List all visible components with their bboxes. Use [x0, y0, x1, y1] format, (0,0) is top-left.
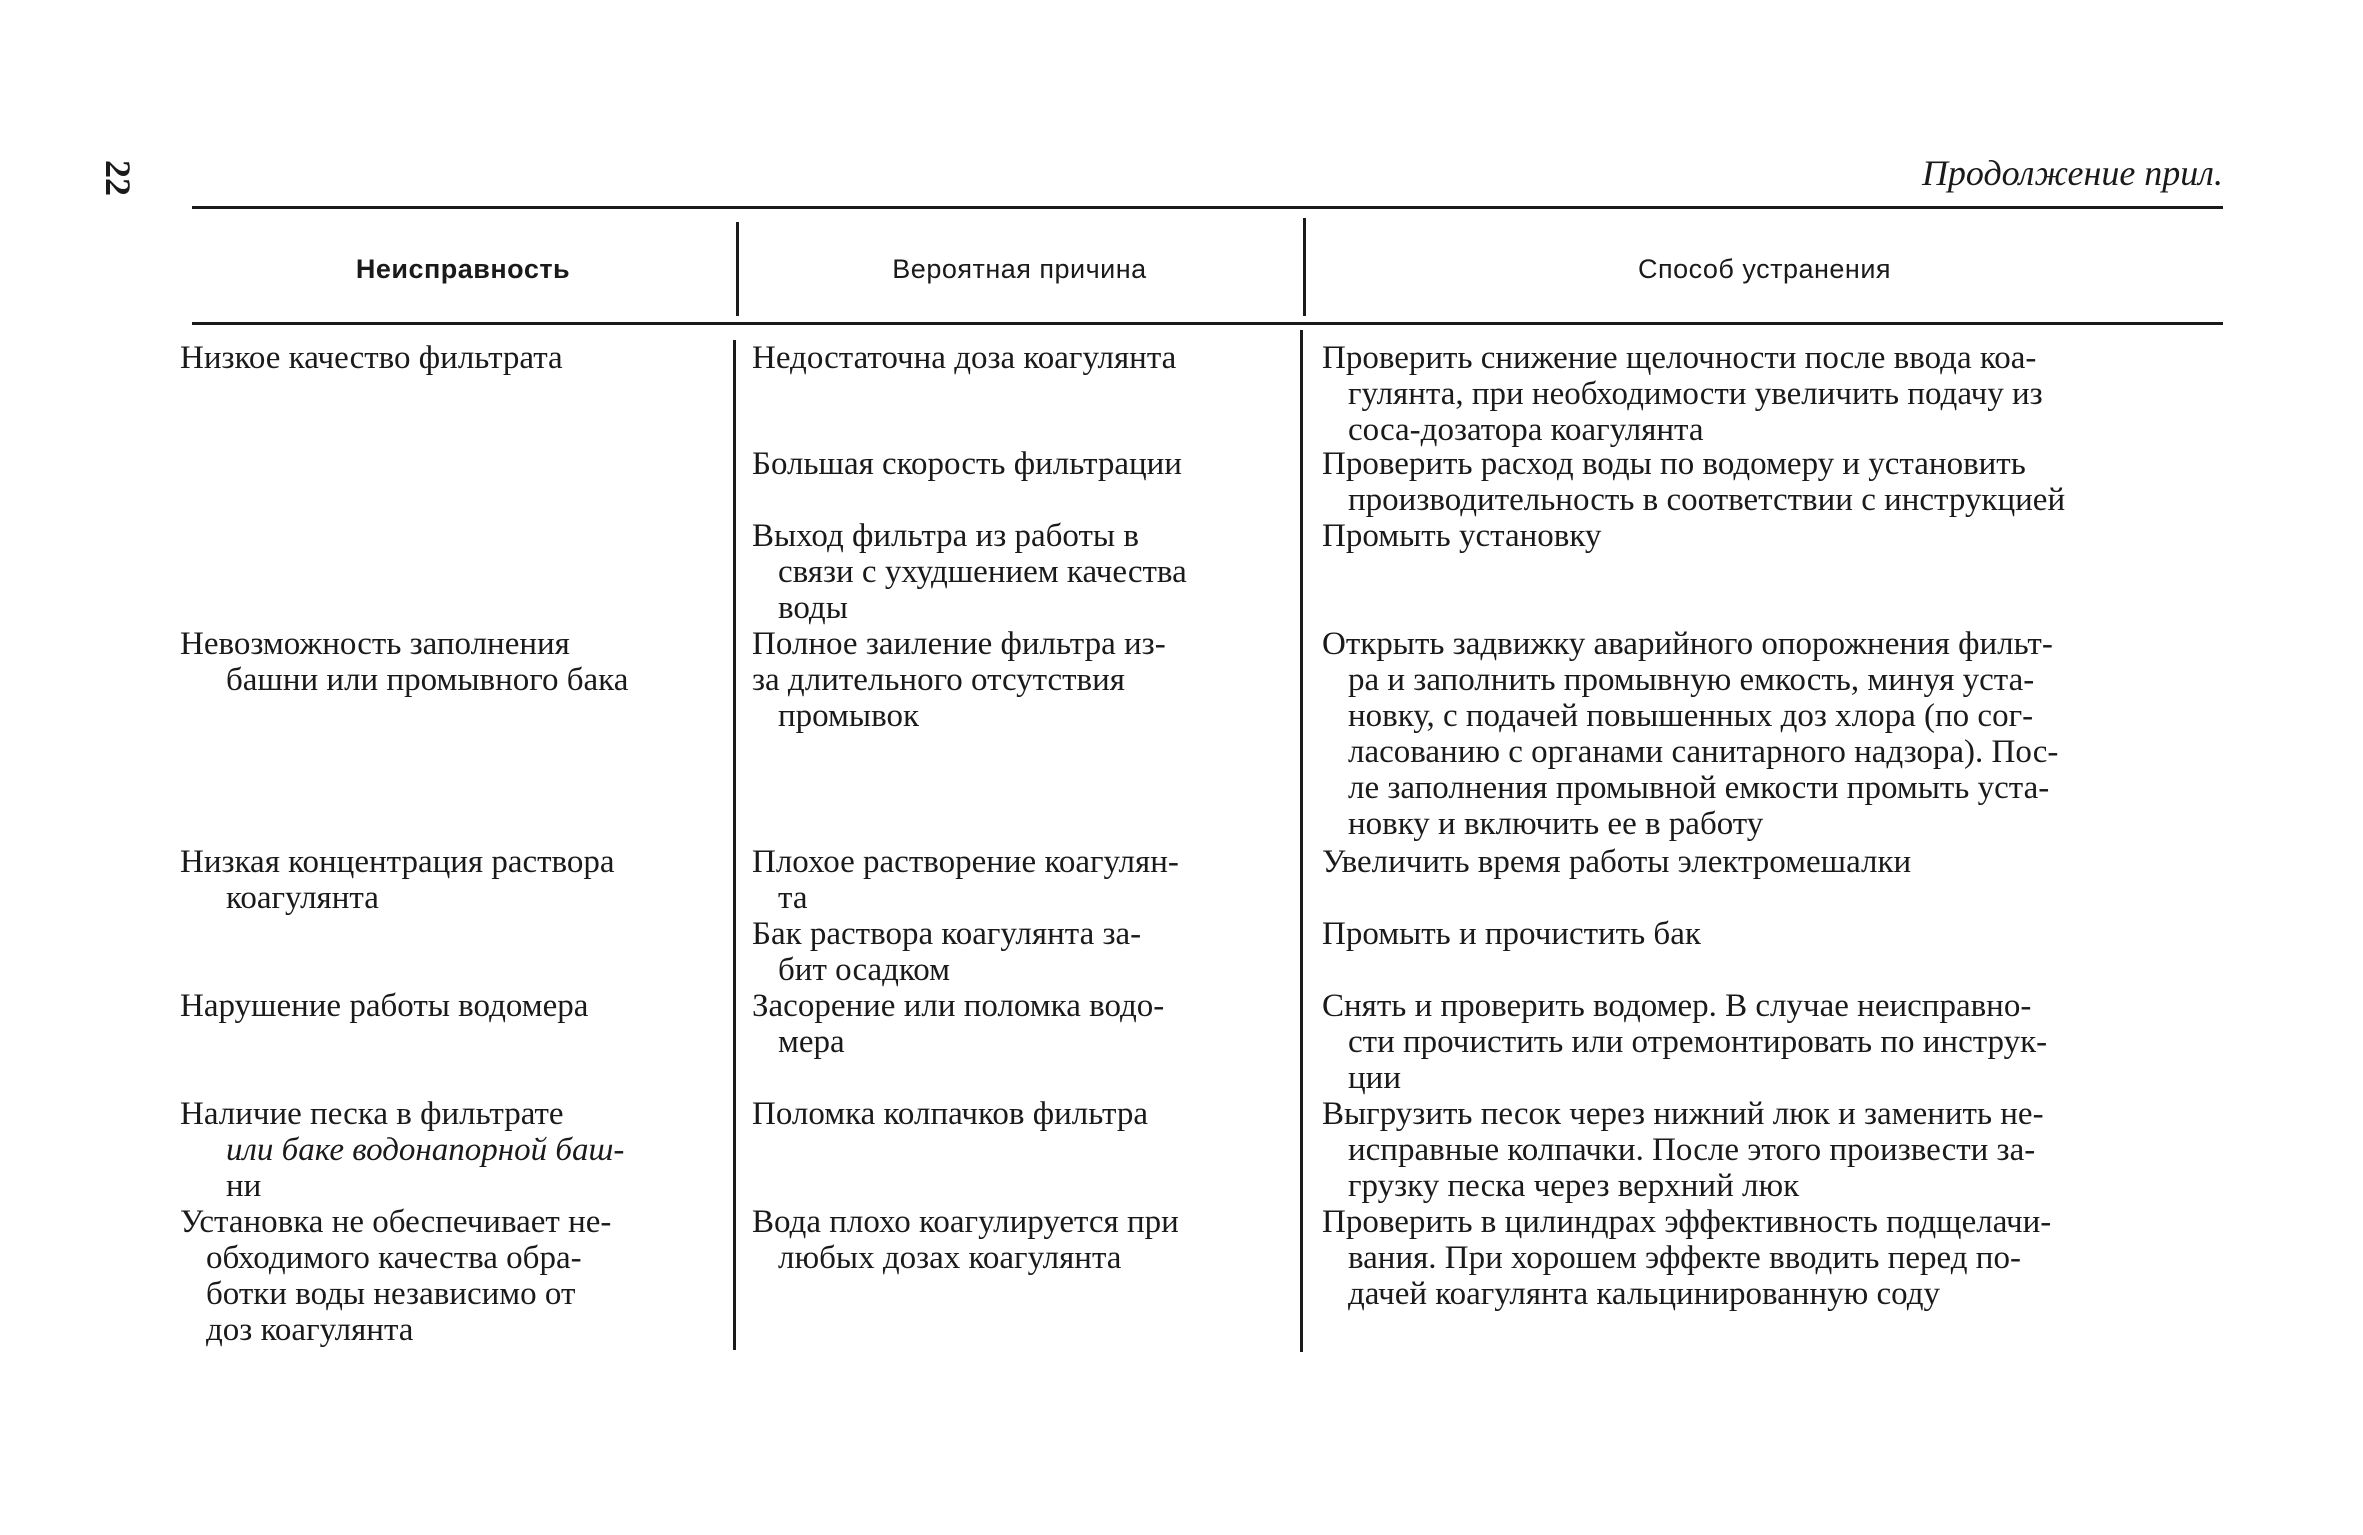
row-3-remedy-1: Увеличить время работы электромешалки	[1322, 844, 1912, 880]
row-4-fault: Нарушение работы водомера	[180, 988, 589, 1024]
header-remedy: Способ устранения	[1637, 254, 1892, 284]
row-2-cause-1: Полное заиление фильтра из- за длительного отсутствия промывок	[752, 626, 1166, 734]
body-divider-2	[1300, 330, 1303, 1352]
row-3-cause-1: Плохое растворение коагулян- та	[752, 844, 1179, 916]
continuation-label: Продолжение прил.	[1921, 153, 2223, 193]
row-2-remedy-1: Открыть задвижку аварийного опорожнения фильт- ра и заполнить промывную емкость, минуя уста- новку, с подачей повышенных доз хлора (по сог- ласованию с органами санитарного надзора). Пос- ле заполнения промывной емкости промыть уста- новку и включить ее в работу	[1322, 626, 2059, 842]
page-number: 22	[98, 160, 138, 196]
row-1-cause-1: Недостаточна доза коагулянта	[752, 340, 1177, 376]
row-4-remedy-1: Снять и проверить водомер. В случае неисправно- сти прочистить или отремонтировать по инструк- ции	[1322, 988, 2048, 1096]
row-1-fault: Низкое качество фильтрата	[180, 340, 563, 376]
row-2-fault: Невозможность заполнения башни или промывного бака	[180, 626, 629, 698]
row-6-cause-1: Вода плохо коагулируется при любых дозах коагулянта	[752, 1204, 1179, 1276]
header-bottom-rule	[192, 322, 2223, 325]
row-3-remedy-2: Промыть и прочистить бак	[1322, 916, 1701, 952]
row-3-fault: Низкая концентрация раствора коагулянта	[180, 844, 615, 916]
row-5-fault: Наличие песка в фильтрате или баке водонапорной баш- ни	[180, 1096, 625, 1204]
row-1-remedy-2: Проверить расход воды по водомеру и установить производительность в соответствии с инструкцией	[1322, 446, 2066, 518]
row-1-remedy-3: Промыть установку	[1322, 518, 1602, 554]
header-fault: Неисправность	[355, 254, 571, 284]
row-1-cause-2: Большая скорость фильтрации	[752, 446, 1182, 482]
table-top-rule	[192, 206, 2223, 209]
row-6-fault: Установка не обеспечивает не- обходимого качества обра- ботки воды независимо от доз коагулянта	[180, 1204, 612, 1348]
header-cause: Вероятная причина	[892, 254, 1147, 284]
row-5-remedy-1: Выгрузить песок через нижний люк и заменить не- исправные колпачки. После этого произвести за- грузку песка через верхний люк	[1322, 1096, 2044, 1204]
row-5-cause-1: Поломка колпачков фильтра	[752, 1096, 1148, 1132]
row-1-remedy-1: Проверить снижение щелочности после ввода коа- гулянта, при необходимости увеличить подачу из соса-дозатора коагулянта	[1322, 340, 2043, 448]
row-3-cause-2: Бак раствора коагулянта за- бит осадком	[752, 916, 1142, 988]
row-4-cause-1: Засорение или поломка водо- мера	[752, 988, 1165, 1060]
body-divider-1	[733, 340, 736, 1350]
row-6-remedy-1: Проверить в цилиндрах эффективность подщелачи- вания. При хорошем эффекте вводить перед по- дачей коагулянта кальцинированную соду	[1322, 1204, 2052, 1312]
row-1-cause-3: Выход фильтра из работы в связи с ухудшением качества воды	[752, 518, 1187, 626]
